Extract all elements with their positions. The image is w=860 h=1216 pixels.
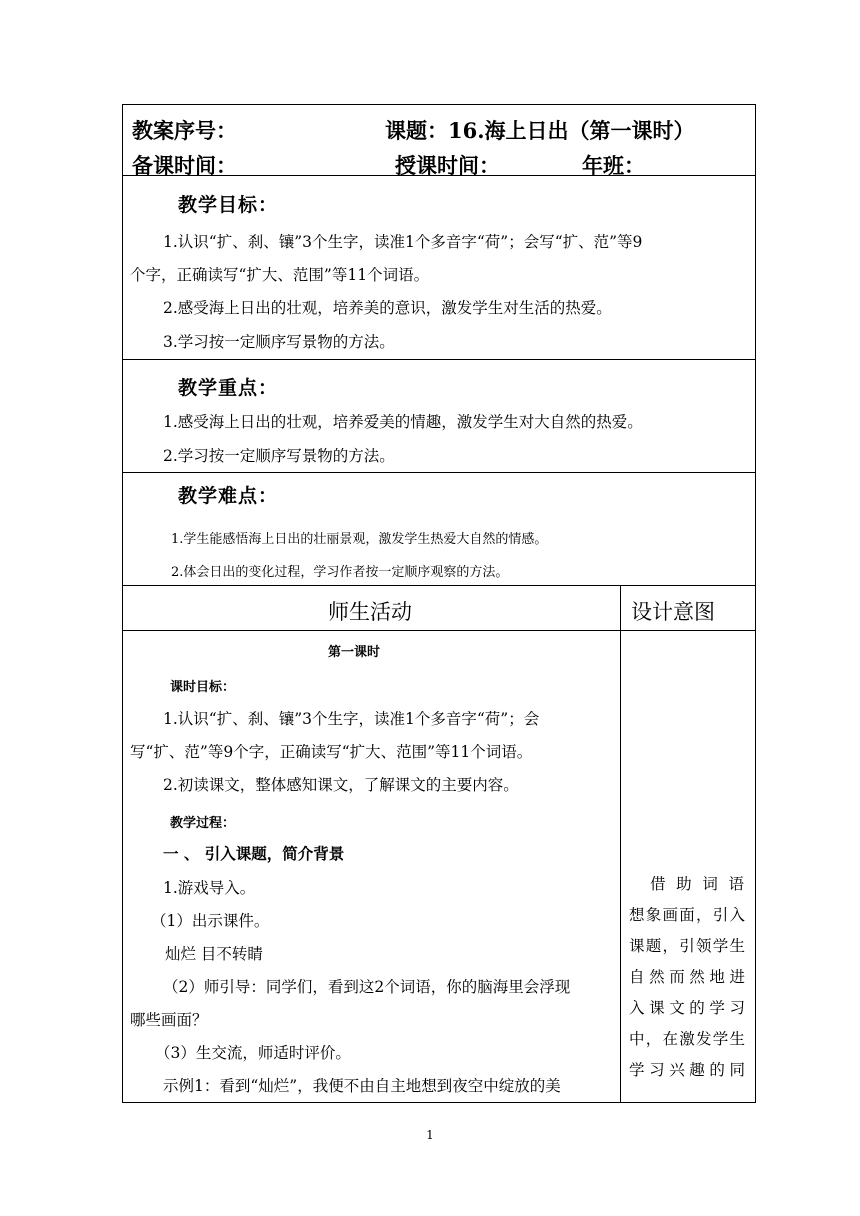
goal-1b: 写“扩、范”等9个字，正确读写“扩大、范围”等11个词语。 <box>130 743 533 761</box>
design-intent-line-2: 想象画面，引入 <box>629 906 745 924</box>
goals-label: 课时目标： <box>170 680 236 695</box>
prep-time-label: 备课时间： <box>132 153 237 178</box>
goal-1a: 1.认识“扩、刹、镶”3个生字，读准1个多音字“荷”；会 <box>163 710 540 728</box>
step-2: （1）出示课件。 <box>151 912 270 930</box>
difficulties-title: 教学难点： <box>178 485 279 507</box>
step-5: （3）生交流，师适时评价。 <box>155 1044 351 1062</box>
objectives-title: 教学目标： <box>178 194 279 216</box>
column-header-row <box>123 585 755 631</box>
design-column-header: 设计意图 <box>631 600 715 624</box>
objective-1a: 1.认识“扩、刹、镶”3个生字，读准1个多音字“荷”；会写“扩、范”等9 <box>163 233 643 251</box>
objectives-section <box>123 175 755 360</box>
difficulty-1: 1.学生能感悟海上日出的壮丽景观，激发学生热爱大自然的情感。 <box>171 532 548 547</box>
difficulty-2: 2.体会日出的变化过程，学习作者按一定顺序观察的方法。 <box>171 565 509 580</box>
difficulties-section <box>123 472 755 586</box>
step-4b: 哪些画面？ <box>130 1011 208 1029</box>
step-1: 1.游戏导入。 <box>163 879 256 897</box>
session-title: 第一课时 <box>328 645 381 660</box>
column-divider <box>620 586 621 631</box>
topic-label: 课题： <box>385 118 448 143</box>
objective-1b: 个字，正确读写“扩大、范围”等11个词语。 <box>130 266 430 284</box>
design-intent-line-6: 中，在激发学生 <box>629 1030 745 1048</box>
key-point-1: 1.感受海上日出的壮观，培养爱美的情趣，激发学生对大自然的热爱。 <box>163 413 643 431</box>
section-1-title: 一 、 引入课题，简介背景 <box>163 844 345 863</box>
objective-2: 2.感受海上日出的壮观，培养美的意识，激发学生对生活的热爱。 <box>163 299 612 317</box>
step-6: 示例1：看到“灿烂”，我便不由自主地想到夜空中绽放的美 <box>163 1077 561 1095</box>
design-intent-line-4: 自然而然地进 <box>629 968 745 986</box>
lesson-no-label: 教案序号： <box>132 118 237 143</box>
objective-3: 3.学习按一定顺序写景物的方法。 <box>163 333 395 351</box>
key-points-title: 教学重点： <box>178 377 279 399</box>
design-intent-line-1: 借助词语 <box>650 875 744 893</box>
topic-value: 16.海上日出（第一课时） <box>448 118 695 143</box>
design-intent-line-5: 入课文的学习 <box>629 999 745 1017</box>
page-number: 1 <box>426 1128 434 1142</box>
lesson-plan-table <box>122 104 756 1103</box>
column-divider-body <box>620 631 621 1102</box>
key-point-2: 2.学习按一定顺序写景物的方法。 <box>163 447 395 465</box>
goal-2: 2.初读课文，整体感知课文，了解课文的主要内容。 <box>163 776 519 794</box>
class-label: 年班： <box>582 153 645 178</box>
design-intent-line-3: 课题，引领学生 <box>629 937 745 955</box>
step-4a: （2）师引导：同学们，看到这2个词语，你的脑海里会浮现 <box>163 978 571 996</box>
activity-body-row <box>123 630 755 1102</box>
process-label: 教学过程： <box>170 816 236 831</box>
activity-column-header: 师生活动 <box>328 600 412 624</box>
step-3: 灿烂 目不转睛 <box>165 945 263 963</box>
design-intent-line-7: 学习兴趣的同 <box>629 1061 745 1079</box>
teach-time-label: 授课时间： <box>395 153 500 178</box>
key-points-section <box>123 359 755 473</box>
